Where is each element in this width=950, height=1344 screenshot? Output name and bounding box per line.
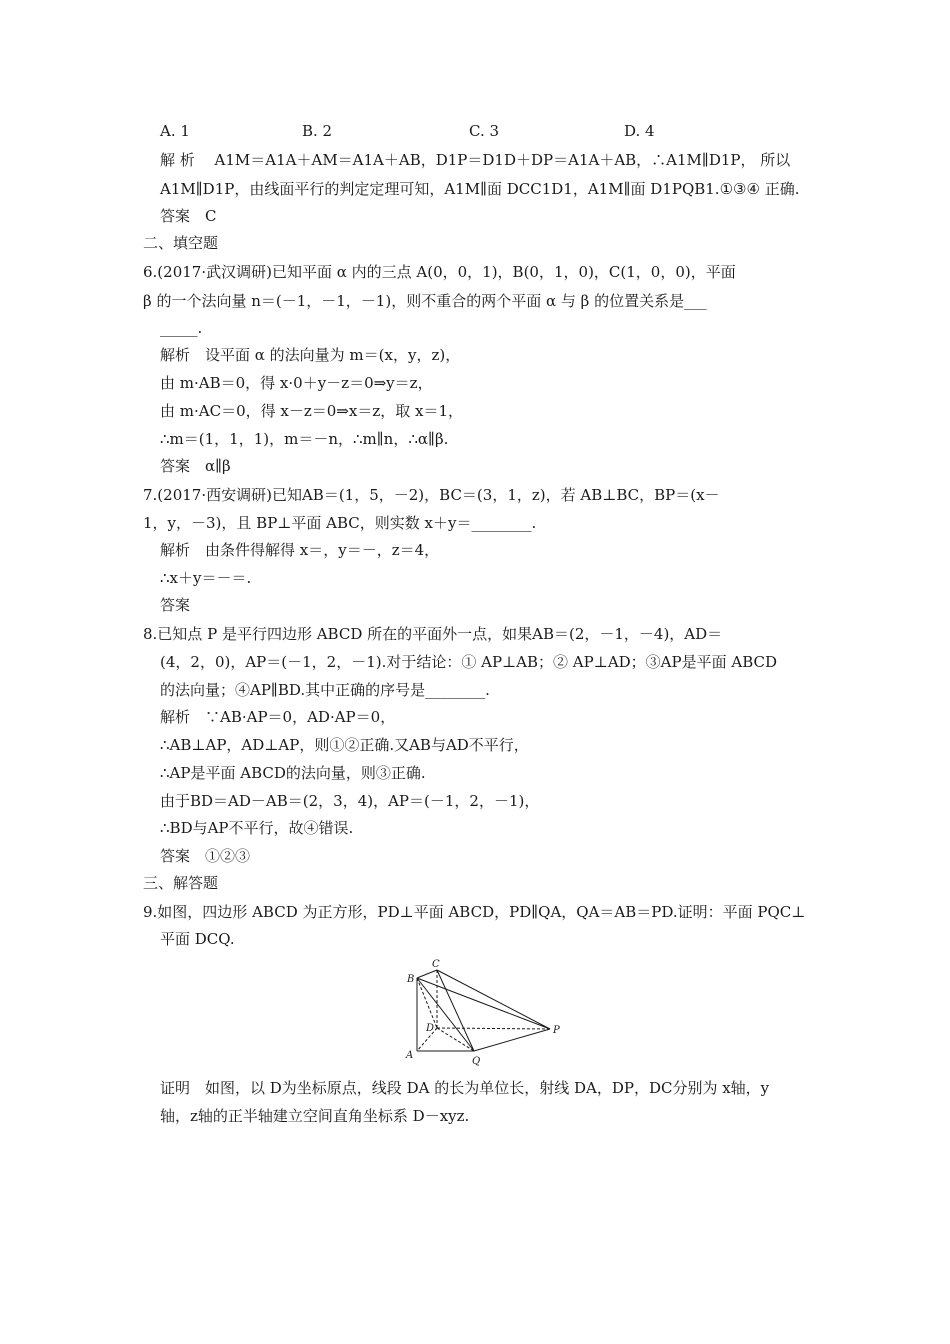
point-label-c: C: [432, 959, 440, 970]
q6-answer: 答案 α∥β: [160, 457, 231, 475]
q8-analysis-line-4: 由于BD＝AD－AB＝(2，3，4)，AP＝(－1，2，－1)，: [160, 792, 540, 810]
q6-line-3: _____.: [160, 319, 203, 337]
q8-analysis-line-1: 解析 ∵AB·AP＝0，AD·AP＝0，: [160, 708, 396, 726]
q7-line-2: 1，y，－3)，且 BP⊥平面 ABC，则实数 x＋y＝________.: [143, 514, 537, 532]
q8-analysis-line-3: ∴AP是平面 ABCD的法向量，则③正确.: [160, 764, 426, 782]
q9-proof-line-1: 证明 如图，以 D为坐标原点，线段 DA 的长为单位长，射线 DA，DP，DC分别为 x轴，y: [160, 1079, 770, 1097]
q6-line-2: β 的一个法向量 n＝(－1，－1，－1)，则不重合的两个平面 α 与 β 的位置关系是___: [143, 292, 707, 310]
option-d: D. 4: [624, 122, 655, 140]
option-a: A. 1: [160, 122, 190, 140]
edge-q-p: [474, 1029, 550, 1051]
edge-c-b: [417, 970, 437, 978]
q6-analysis-line-2: 由 m·AB＝0，得 x·0＋y－z＝0⇒y＝z，: [160, 374, 433, 392]
option-b: B. 2: [302, 122, 333, 140]
q8-line-3: 的法向量；④AP∥BD.其中正确的序号是________.: [160, 681, 490, 699]
edge-d-p-hidden: [437, 1028, 550, 1029]
q5-answer: 答案 C: [160, 207, 217, 225]
q9-proof-line-2: 轴，z轴的正半轴建立空间直角坐标系 D－xyz.: [160, 1107, 470, 1125]
section-fill-in-heading: 二、填空题: [143, 234, 219, 252]
point-label-b: B: [407, 974, 415, 985]
q6-line-1: 6.(2017·武汉调研)已知平面 α 内的三点 A(0，0，1)，B(0，1，0)，C(1，0，0)，平面: [143, 263, 736, 281]
q8-analysis-line-5: ∴BD与AP不平行，故④错误.: [160, 819, 354, 837]
q5-analysis-line-2: A1M∥D1P，由线面平行的判定定理可知，A1M∥面 DCC1D1，A1M∥面 D1PQB1.①③④ 正确.: [160, 180, 800, 198]
edge-c-p: [437, 970, 550, 1029]
point-label-a: A: [406, 1050, 414, 1061]
answer-options-row: [0, 122, 950, 144]
q6-analysis-line-4: ∴m＝(1，1，1)，m＝－n，∴m∥n，∴α∥β.: [160, 430, 449, 448]
q8-analysis-line-2: ∴AB⊥AP，AD⊥AP，则①②正确.又AB与AD不平行，: [160, 736, 529, 754]
q8-line-1: 8.已知点 P 是平行四边形 ABCD 所在的平面外一点，如果AB＝(2，－1，－4)，AD＝: [143, 625, 723, 643]
q8-answer: 答案 ①②③: [160, 847, 251, 865]
q8-line-2: (4，2，0)，AP＝(－1，2，－1).对于结论：① AP⊥AB；② AP⊥AD；③AP是平面 ABCD: [160, 653, 778, 671]
point-label-q: Q: [472, 1056, 481, 1067]
point-label-d: D: [426, 1023, 435, 1034]
q9-line-2: 平面 DCQ.: [160, 930, 235, 948]
geometry-figure-svg: [395, 956, 580, 1071]
option-c: C. 3: [469, 122, 500, 140]
edge-b-d-hidden: [417, 978, 437, 1028]
q7-answer: 答案: [160, 596, 191, 614]
q7-line-1: 7.(2017·西安调研)已知AB＝(1，5，－2)，BC＝(3，1，z)，若 AB⊥BC，BP＝(x－: [143, 486, 720, 504]
q9-line-1: 9.如图，四边形 ABCD 为正方形，PD⊥平面 ABCD，PD∥QA，QA＝AB＝PD.证明：平面 PQC⊥: [143, 903, 806, 921]
q6-analysis-line-1: 解析 设平面 α 的法向量为 m＝(x，y，z)，: [160, 346, 461, 364]
q5-analysis-line-1: 解 析 A1M＝A1A＋AM＝A1A＋AB，D1P＝D1D＋DP＝A1A＋AB，∴A1M∥D1P， 所以: [160, 151, 791, 169]
q6-analysis-line-3: 由 m·AC＝0，得 x－z＝0⇒x＝z，取 x＝1，: [160, 402, 463, 420]
section-solution-heading: 三、解答题: [143, 874, 219, 892]
q7-analysis-line-1: 解析 由条件得解得 x＝，y＝－，z＝4，: [160, 541, 440, 559]
point-label-p: P: [553, 1025, 560, 1036]
q7-analysis-line-2: ∴x＋y＝－＝.: [160, 569, 252, 587]
geometry-figure: [395, 956, 580, 1071]
